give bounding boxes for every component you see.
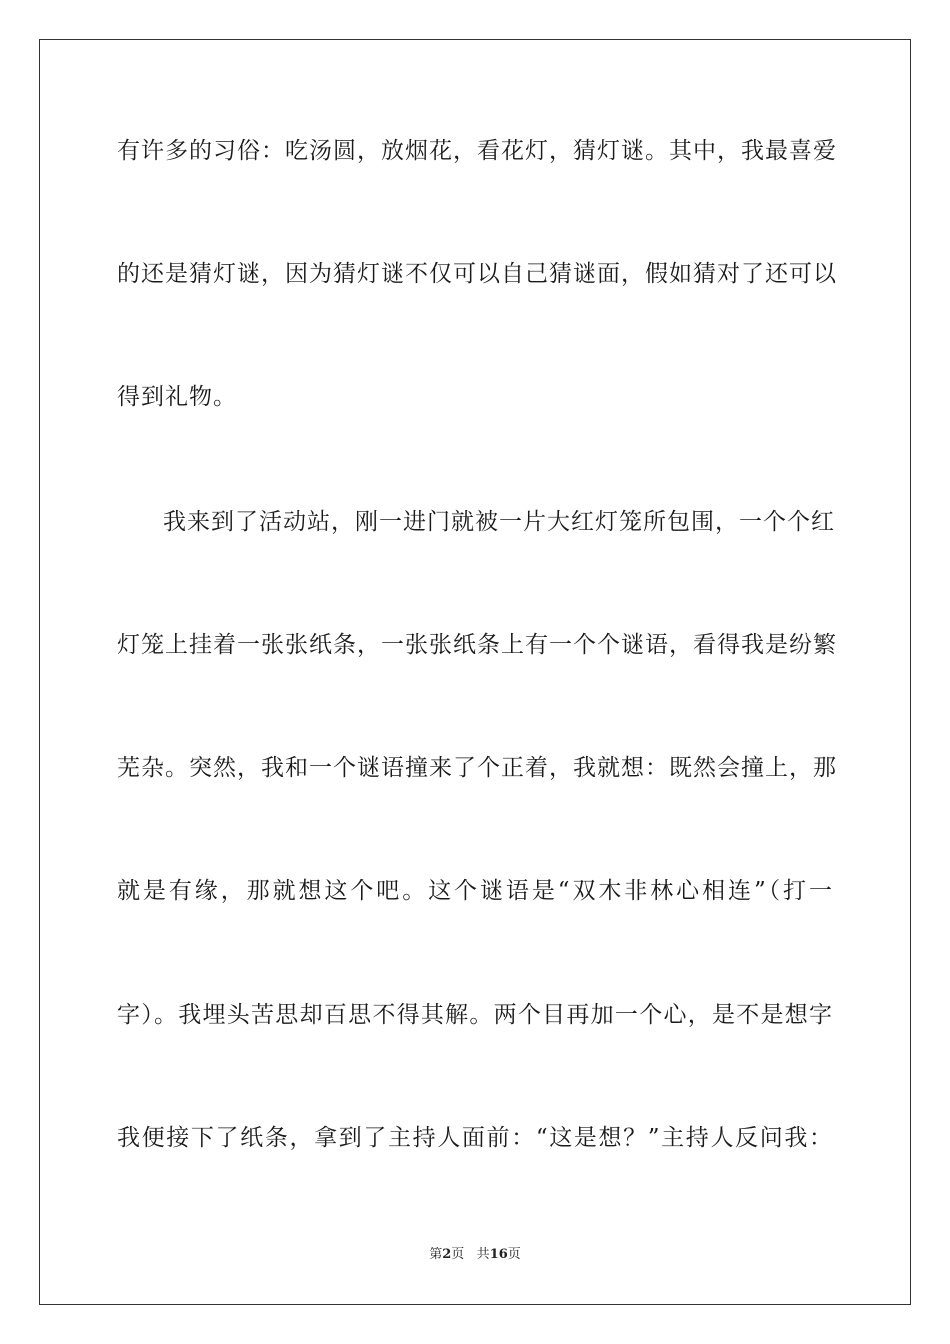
text-line: 灯笼上挂着一张张纸条，一张张纸条上有一个个谜语，看得我是纷繁 bbox=[117, 632, 837, 658]
page-border bbox=[39, 39, 911, 1305]
text-line: 就是有缘，那就想这个吧。这个谜语是“双木非林心相连”（打一 bbox=[117, 878, 833, 904]
text-line: 的还是猜灯谜，因为猜灯谜不仅可以自己猜谜面，假如猜对了还可以 bbox=[117, 261, 837, 287]
text-line: 我便接下了纸条，拿到了主持人面前：“这是想？”主持人反问我： bbox=[117, 1125, 833, 1151]
page-total: 16 bbox=[489, 1247, 508, 1262]
page-current: 2 bbox=[442, 1247, 452, 1262]
page-suffix: 页 bbox=[451, 1247, 465, 1262]
text-line: 得到礼物。 bbox=[117, 384, 237, 410]
text-line: 字）。我埋头苦思却百思不得其解。两个目再加一个心，是不是想字 bbox=[117, 1002, 833, 1028]
text-line: 有许多的习俗：吃汤圆，放烟花，看花灯，猜灯谜。其中，我最喜爱 bbox=[117, 138, 837, 164]
page-footer bbox=[0, 1246, 950, 1264]
text-line: 我来到了活动站，刚一进门就被一片大红灯笼所包围，一个个红 bbox=[163, 509, 835, 535]
page-prefix: 第 bbox=[429, 1247, 443, 1262]
text-line: 芜杂。突然，我和一个谜语撞来了个正着，我就想：既然会撞上，那 bbox=[117, 755, 837, 781]
total-suffix: 页 bbox=[507, 1247, 521, 1262]
total-prefix: 共 bbox=[476, 1247, 490, 1262]
